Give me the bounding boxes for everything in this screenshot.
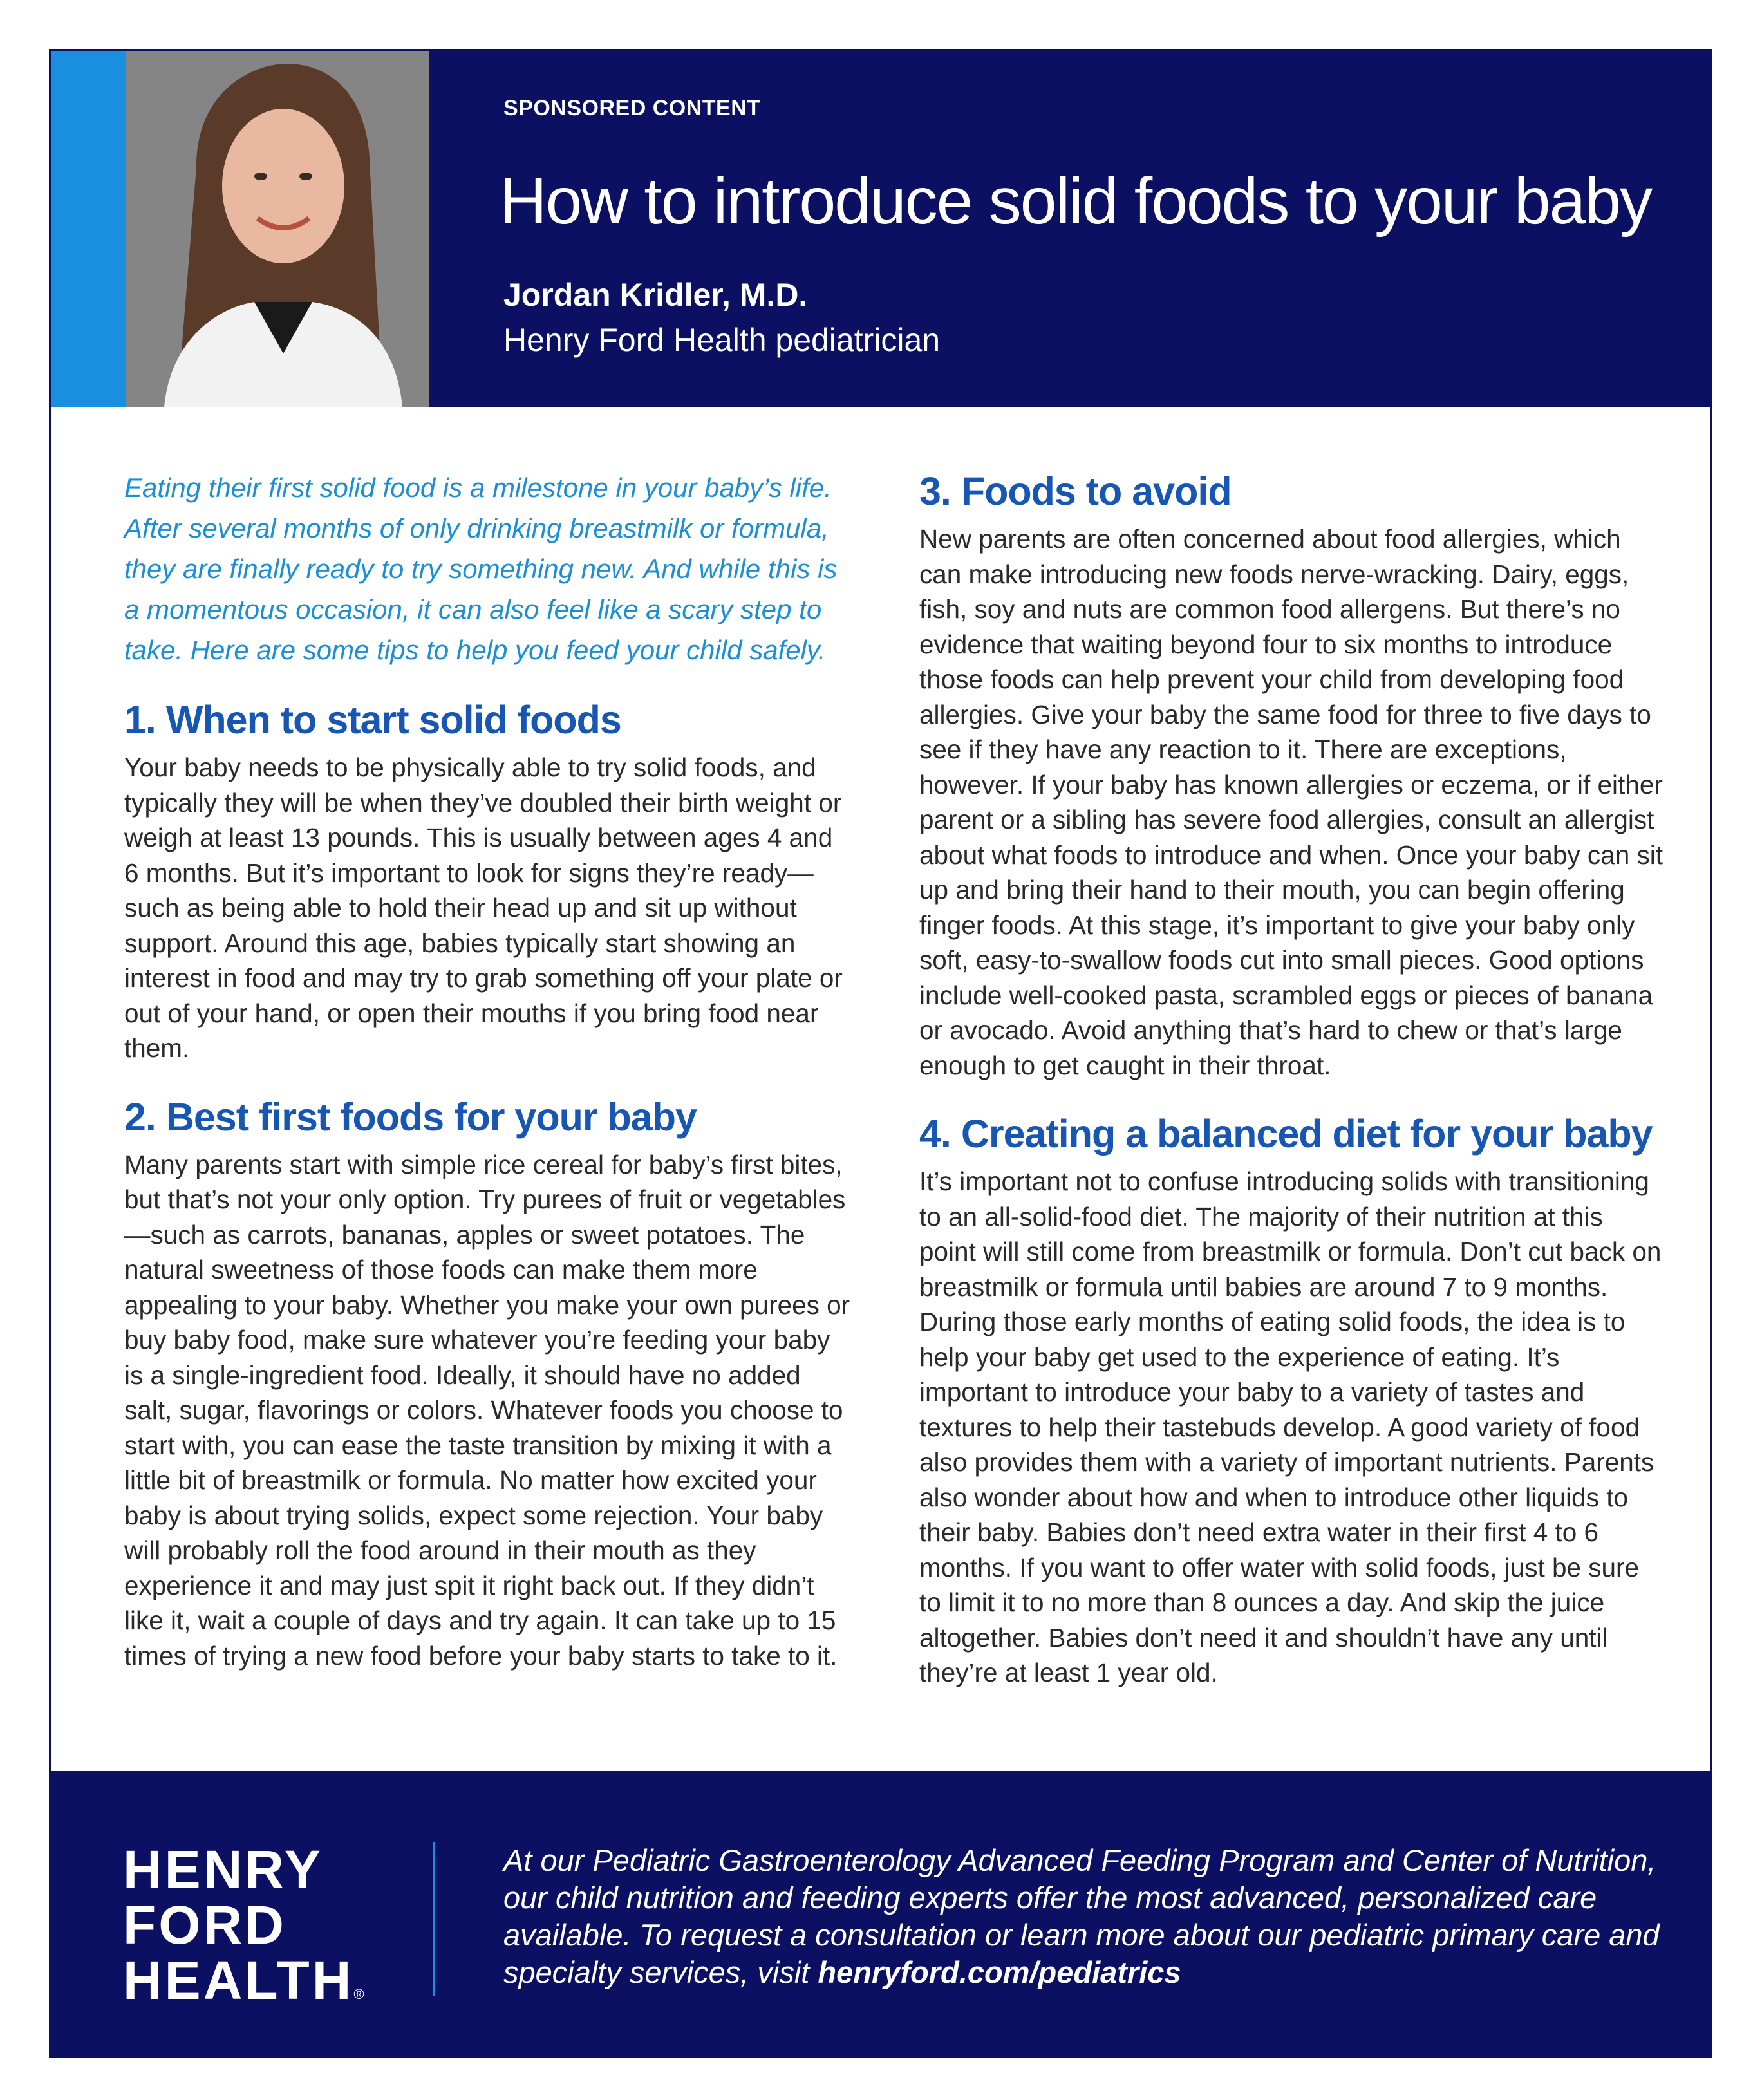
footer-promo-text — [503, 1842, 1675, 1991]
author-role: Henry Ford Health pediatrician — [503, 322, 941, 358]
section-heading-1: 1. When to start solid foods — [124, 698, 621, 742]
header-banner — [51, 51, 1710, 407]
sponsored-label: SPONSORED CONTENT — [503, 96, 761, 120]
section-body-3: New parents are often concerned about food allergies, which can make introducing new foods nerve-wracking. Dairy, eggs, fish, soy and nuts are common food allergens. But there’s no evidence that waiting beyond four to six months to introduce those foods can help prevent your child from developing food allergies. Give your baby the same food for three to five days to see if they have any reaction to it. There are exceptions, however. If your baby has known allergies or eczema, or if either parent or a sibling has severe food allergies, consult an allergist about what foods to introduce and when. Once your baby can sit up and bring their hand to their mouth, you can begin offering finger foods. At this stage, it’s important to give your baby only soft, easy-to-swallow foods cut into small pieces. Good options include well-cooked pasta, scrambled eggs or pieces of banana or avocado. Avoid anything that’s hard to chew or that’s large enough to get caught in their throat. — [919, 524, 1663, 1080]
section-body-1: Your baby needs to be physically able to try solid foods, and typically they will be when they’ve doubled their birth weight or weigh at least 13 pounds. This is usually between ages 4 and 6 months. But it’s important to look for signs they’re ready—such as being able to hold their head up and sit up without support. Around this age, babies typically start showing an interest in food and may try to grab something off your plate or out of your hand, or open their mouths if you bring food near them. — [124, 753, 843, 1063]
left-column — [124, 467, 852, 1700]
author-photo — [126, 51, 429, 407]
logo-line-3-text: HEALTH — [123, 1950, 354, 2011]
section-body-4: It’s important not to confuse introducing solids with transitioning to an all-solid-food diet. The majority of their nutrition at this point will still come from breastmilk or formula. Don’t cut back on breastmilk or formula until babies are around 7 to 9 months. During those early months of eating solid foods, the idea is to help your baby get used to the experience of eating. It’s important to introduce your baby to a variety of tastes and textures to help their tastebuds develop. A good variety of food also provides them with a variety of important nutrients. Parents also wonder about how and when to introduce other liquids to their baby. Babies don’t need extra water in their first 4 to 6 months. If you want to offer water with solid foods, just be sure to limit it to no more than 8 ounces a day. And skip the juice altogether. Babies don’t need it and shouldn’t have any until they’re at least 1 year old. — [919, 1167, 1662, 1687]
logo-line-3 — [123, 1950, 364, 2022]
author-portrait-icon — [126, 51, 429, 407]
section-heading-3: 3. Foods to avoid — [919, 469, 1232, 513]
henry-ford-health-logo — [123, 1839, 364, 2022]
logo-line-1: HENRY — [123, 1839, 323, 1900]
section-heading-4: 4. Creating a balanced diet for your baby — [919, 1112, 1653, 1156]
page-title: How to introduce solid foods to your baby — [500, 164, 1652, 238]
footer-link[interactable]: henryford.com/pediatrics — [818, 1955, 1181, 1989]
intro-paragraph: Eating their first solid food is a milestone in your baby’s life. After several months of only drinking breastmilk or formula, they are finally ready to try something new. And while this is a momentous occasion, it can also feel like a scary step to take. Here are some tips to help you feed your child safely. — [124, 473, 838, 665]
accent-bar — [51, 51, 126, 407]
footer-divider — [433, 1842, 435, 1996]
section-body-2: Many parents start with simple rice cereal for baby’s first bites, but that’s not your only option. Try purees of fruit or vegetables—such as carrots, bananas, apples or sweet potatoes. The natural sweetness of those foods can make them more appealing to your baby. Whether you make your own purees or buy baby food, make sure whatever you’re feeding your baby is a single-ingredient food. Ideally, it should have no added salt, sugar, flavorings or colors. Whatever foods you choose to start with, you can ease the taste transition by mixing it with a little bit of breastmilk or formula. No matter how excited your baby is about trying solids, expect some rejection. Your baby will probably roll the food around in their mouth as they experience it and may just spit it right back out. If they didn’t like it, wait a couple of days and try again. It can take up to 15 times of trying a new food before your baby starts to take to it. — [124, 1149, 850, 1671]
section-heading-2: 2. Best first foods for your baby — [124, 1094, 697, 1139]
footer-banner — [51, 1771, 1710, 2056]
article-frame — [49, 49, 1712, 2058]
author-name: Jordan Kridler, M.D. — [503, 277, 808, 313]
logo-line-2: FORD — [123, 1895, 286, 1955]
logo-registered-mark: ® — [353, 1986, 364, 2002]
right-column — [919, 467, 1666, 1718]
footer-promo-body: At our Pediatric Gastroenterology Advanced Feeding Program and Center of Nutrition, our child nutrition and feeding experts offer the most advanced, personalized care available. To request a consultation or learn more about our pediatric primary care and specialty services, visit — [503, 1843, 1660, 1989]
